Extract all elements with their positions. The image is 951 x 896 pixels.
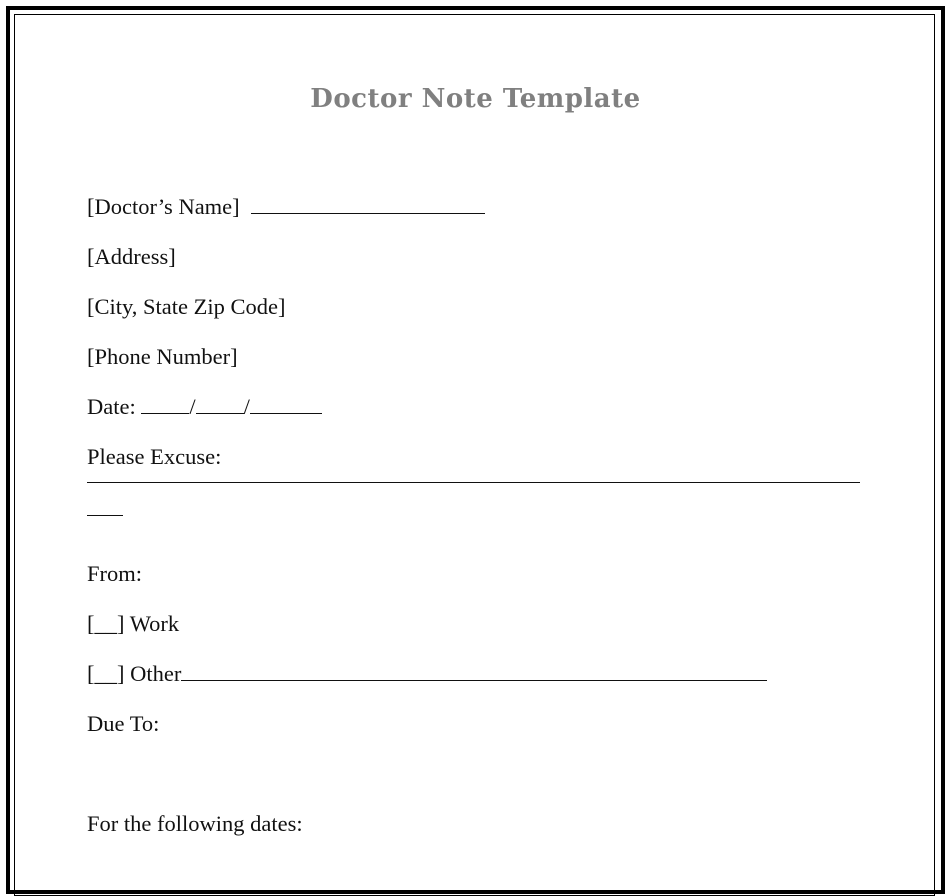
date-month-blank[interactable]: [141, 395, 189, 414]
date-year-blank[interactable]: [250, 395, 322, 414]
work-checkbox[interactable]: [__]: [87, 611, 125, 636]
date-separator: /: [243, 394, 250, 419]
city-state-zip-label: [City, State Zip Code]: [87, 294, 286, 319]
please-excuse-blank[interactable]: [87, 482, 860, 483]
other-checkbox[interactable]: [__]: [87, 661, 125, 686]
date-separator: /: [189, 394, 196, 419]
other-blank[interactable]: [181, 662, 767, 681]
work-label: Work: [129, 611, 180, 636]
date-label: Date:: [87, 394, 136, 419]
date-line: [87, 393, 322, 421]
other-label: Other: [130, 661, 182, 686]
due-to-label: Due To:: [87, 711, 160, 736]
please-excuse-blank-continued[interactable]: [87, 515, 123, 516]
other-option[interactable]: [87, 660, 767, 688]
doctor-name-line: [87, 193, 485, 221]
date-day-blank[interactable]: [196, 395, 244, 414]
doctor-name-label: [Doctor’s Name]: [87, 194, 240, 219]
phone-number-label: [Phone Number]: [87, 344, 238, 369]
work-option[interactable]: [87, 610, 179, 638]
following-dates-label: For the following dates:: [87, 811, 303, 836]
document-title: Doctor Note Template: [310, 84, 641, 114]
doctor-name-blank[interactable]: [251, 195, 485, 214]
please-excuse-label: Please Excuse:: [87, 444, 222, 469]
address-label: [Address]: [87, 244, 176, 269]
from-label: From:: [87, 561, 143, 586]
